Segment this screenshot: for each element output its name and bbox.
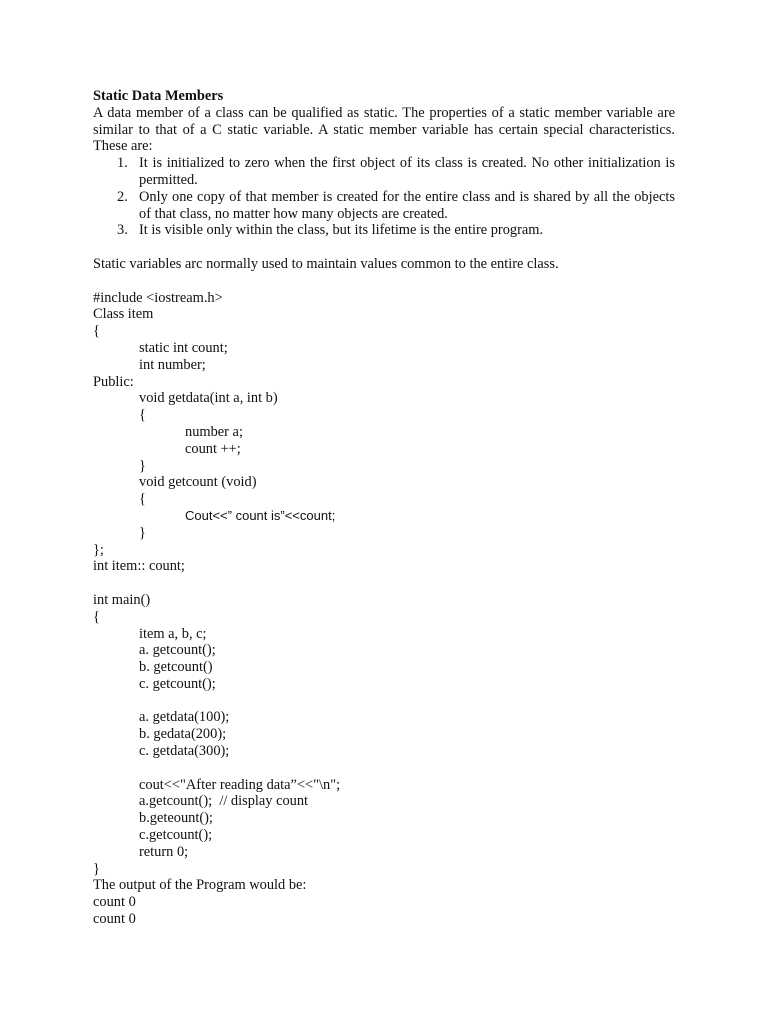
code-line: Class item	[93, 306, 154, 323]
spacer	[93, 575, 675, 592]
code-line: int item:: count;	[93, 558, 185, 575]
code-line: b. gedata(200);	[139, 726, 227, 743]
list-number: 2.	[117, 188, 128, 205]
intro-paragraph: A data member of a class can be qualified as static. The properties of a static member variable are similar to that of a C static variable. A static member variable has certain special characteristics. These are:	[93, 104, 675, 155]
code-line: {	[93, 608, 100, 625]
code-line: }	[93, 860, 100, 877]
code-line: return 0;	[139, 843, 189, 860]
code-line: a. getdata(100);	[139, 709, 230, 726]
code-line: Public:	[93, 373, 134, 390]
code-line: number a;	[185, 423, 243, 440]
output-line: count 0	[93, 911, 136, 928]
list-number: 1.	[117, 155, 128, 172]
section-heading: Static Data Members	[93, 88, 224, 104]
code-line: count ++;	[185, 440, 241, 457]
code-line: c. getcount();	[139, 675, 216, 692]
output-line: count 0	[93, 894, 136, 911]
code-line: {	[93, 323, 100, 340]
spacer	[93, 273, 675, 290]
characteristics-list	[93, 155, 675, 239]
list-number: 3.	[117, 222, 128, 239]
code-line: b. getcount()	[139, 659, 213, 676]
output-label: The output of the Program would be:	[93, 877, 307, 894]
list-item	[93, 155, 675, 189]
spacer	[93, 693, 675, 710]
document-content	[93, 88, 675, 928]
spacer	[93, 239, 675, 256]
code-line: }	[139, 457, 146, 474]
code-line: cout<<"After reading data”<<"\n";	[139, 776, 341, 793]
code-line: {	[139, 491, 146, 508]
code-line: c. getdata(300);	[139, 743, 230, 760]
list-text: It is visible only within the class, but its lifetime is the entire program.	[139, 222, 544, 239]
code-line: c.getcount();	[139, 827, 213, 844]
code-line: };	[93, 541, 104, 558]
list-text: Only one copy of that member is created for the entire class and is shared by all the objects of that class, no matter how many objects are created.	[139, 188, 675, 222]
spacer	[93, 760, 675, 777]
code-line: }	[139, 524, 146, 541]
code-line: Cout<<” count is”<<count;	[185, 507, 336, 523]
code-line: int number;	[139, 356, 206, 373]
code-line: int main()	[93, 591, 151, 608]
usage-note: Static variables arc normally used to maintain values common to the entire class.	[93, 255, 559, 272]
list-item	[93, 189, 675, 223]
code-line: void getdata(int a, int b)	[139, 390, 278, 407]
code-line: item a, b, c;	[139, 625, 207, 642]
code-listing	[93, 290, 675, 878]
code-line: {	[139, 407, 146, 424]
code-line: b.geteount();	[139, 810, 213, 827]
code-line: a.getcount(); // display count	[139, 793, 309, 810]
list-item	[93, 222, 675, 239]
code-line: a. getcount();	[139, 642, 216, 659]
code-line: static int count;	[139, 339, 228, 356]
code-line: void getcount (void)	[139, 474, 257, 491]
list-text: It is initialized to zero when the first object of its class is created. No other initialization is permitted.	[139, 155, 675, 188]
code-line: #include <iostream.h>	[93, 289, 223, 306]
